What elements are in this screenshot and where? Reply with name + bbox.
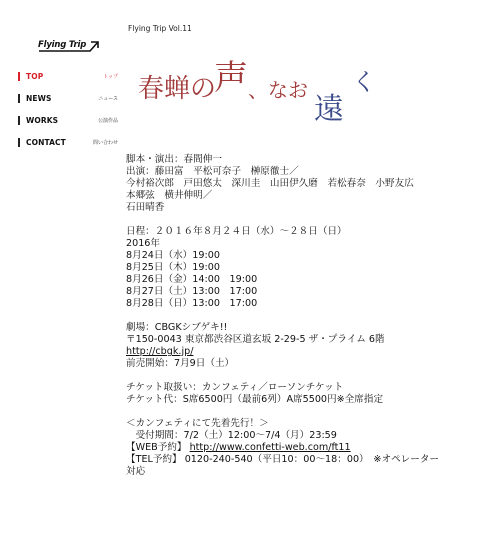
credit-line: 脚本・演出：春間伸一 — [126, 154, 222, 165]
title-part: く — [352, 68, 376, 96]
venue-line: 劇場：CBGKシブゲキ!! — [126, 322, 228, 333]
tel-reservation-cont: 対応 — [126, 466, 146, 477]
tel-reservation: 【TEL予約】 0120-240-540（平日10：00～18：00） ※オペレーター — [126, 454, 440, 465]
ticket-line: チケット取扱い：カンフェティ／ローソンチケット — [126, 382, 344, 393]
title-part: 遠 — [314, 92, 344, 127]
nav-label: CONTACT — [26, 138, 66, 147]
nav-label: TOP — [26, 72, 44, 81]
presale-heading: ＜カンフェティにて先着先行！＞ — [126, 418, 269, 429]
volume-label: Flying Trip Vol.11 — [128, 24, 192, 33]
nav-sublabel: トップ — [103, 74, 118, 80]
credit-line: 今村裕次郎 戸田悠太 深川圭 山田伊久磨 若松春奈 小野友広 — [126, 178, 414, 189]
schedule-line: 8月25日（木）19:00 — [126, 262, 220, 273]
schedule-line: 2016年 — [126, 238, 161, 249]
nav-item-contact[interactable] — [18, 136, 118, 158]
nav-marker — [18, 116, 20, 125]
venue-address: 〒150-0043 東京都渋谷区道玄坂 2-29-5 ザ・プライム 6階 — [126, 334, 385, 345]
web-reservation-link[interactable]: http://www.confetti-web.com/ft11 — [189, 442, 351, 453]
title-part: 春蝉の — [138, 74, 217, 104]
nav-marker — [18, 94, 20, 103]
schedule-line: 日程：２０１６年８月２４日（水）～２８日（日） — [126, 226, 347, 237]
nav-label: WORKS — [26, 116, 59, 125]
title-part: 、なお — [248, 78, 308, 102]
sidebar-nav — [18, 70, 118, 158]
ticket-price: チケット代：S席6500円（最前6列）A席5500円※全席指定 — [126, 394, 384, 405]
nav-item-top[interactable] — [18, 70, 118, 92]
credit-line: 本郷弦 横井伸明／ — [126, 190, 213, 201]
presale-start: 前売開始：7月9日（土） — [126, 358, 235, 369]
nav-sublabel: 公演作品 — [97, 118, 118, 124]
nav-item-works[interactable] — [18, 114, 118, 136]
play-title — [138, 58, 398, 132]
nav-marker — [18, 72, 20, 81]
nav-sublabel: ニュース — [98, 96, 118, 102]
schedule-line: 8月28日（日）13:00 17:00 — [126, 298, 258, 309]
nav-marker — [18, 138, 20, 147]
nav-sublabel: 問い合わせ — [92, 140, 118, 146]
web-reservation-label: 【WEB予約】 — [126, 442, 187, 453]
title-part: 声 — [214, 58, 248, 98]
venue-link[interactable]: http://cbgk.jp/ — [126, 346, 194, 357]
flying-trip-logo[interactable] — [38, 36, 100, 56]
nav-item-news[interactable] — [18, 92, 118, 114]
logo-text: Flying Trip — [38, 40, 87, 50]
nav-label: NEWS — [26, 94, 52, 103]
presale-period: 受付期間：7/2（土）12:00～7/4（月）23:59 — [126, 430, 337, 441]
credit-line: 石田晴香 — [126, 202, 165, 213]
schedule-line: 8月26日（金）14:00 19:00 — [126, 274, 258, 285]
event-info — [126, 154, 476, 478]
schedule-line: 8月27日（土）13:00 17:00 — [126, 286, 258, 297]
credit-line: 出演：藤田富 平松可奈子 榊原徹士／ — [126, 166, 299, 177]
schedule-line: 8月24日（水）19:00 — [126, 250, 220, 261]
